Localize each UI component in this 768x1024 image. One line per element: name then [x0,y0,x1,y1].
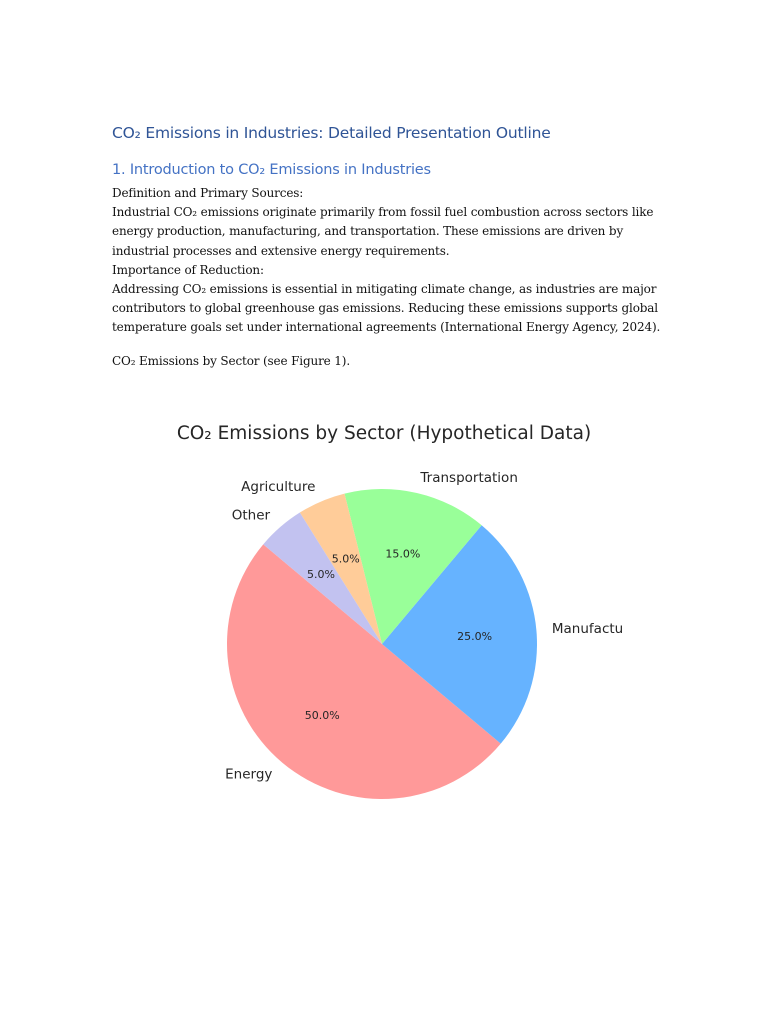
percent-label-energy: 50.0% [304,709,340,723]
slice-label-manufacturing: Manufactu [551,621,624,638]
pie-chart-figure [142,384,626,904]
percent-label-transportation: 15.0% [385,547,421,561]
figure-reference: CO₂ Emissions by Sector (see Figure 1). [112,354,350,368]
pie-chart [142,384,626,904]
section-body [112,184,672,338]
definition-paragraph: Industrial CO₂ emissions originate primarily from fossil fuel combustion across sectors like energy production, manufacturing, and transportation. These emissions are driven by industrial processes and extensive energy requirements. [112,205,654,258]
slice-label-agriculture: Agriculture [241,479,316,496]
percent-label-agriculture: 5.0% [331,552,360,566]
importance-paragraph: Addressing CO₂ emissions is essential in mitigating climate change, as industries are major contributors to global greenhouse gas emissions. Reducing these emissions supports global temperature goals set under international agreements (International Energy Agency, 2024). [112,282,661,335]
importance-subheading: Importance of Reduction: [112,262,264,277]
percent-label-manufacturing: 25.0% [457,629,493,643]
percent-label-other: 5.0% [307,567,335,581]
section-heading: 1. Introduction to CO₂ Emissions in Industries [112,162,431,178]
document-title: CO₂ Emissions in Industries: Detailed Presentation Outline [112,124,551,142]
chart-title: CO₂ Emissions by Sector (Hypothetical Data) [176,423,592,444]
definition-subheading: Definition and Primary Sources: [112,186,304,200]
slice-label-energy: Energy [225,766,273,783]
slice-label-transportation: Transportation [420,469,518,486]
slice-label-other: Other [231,507,271,524]
